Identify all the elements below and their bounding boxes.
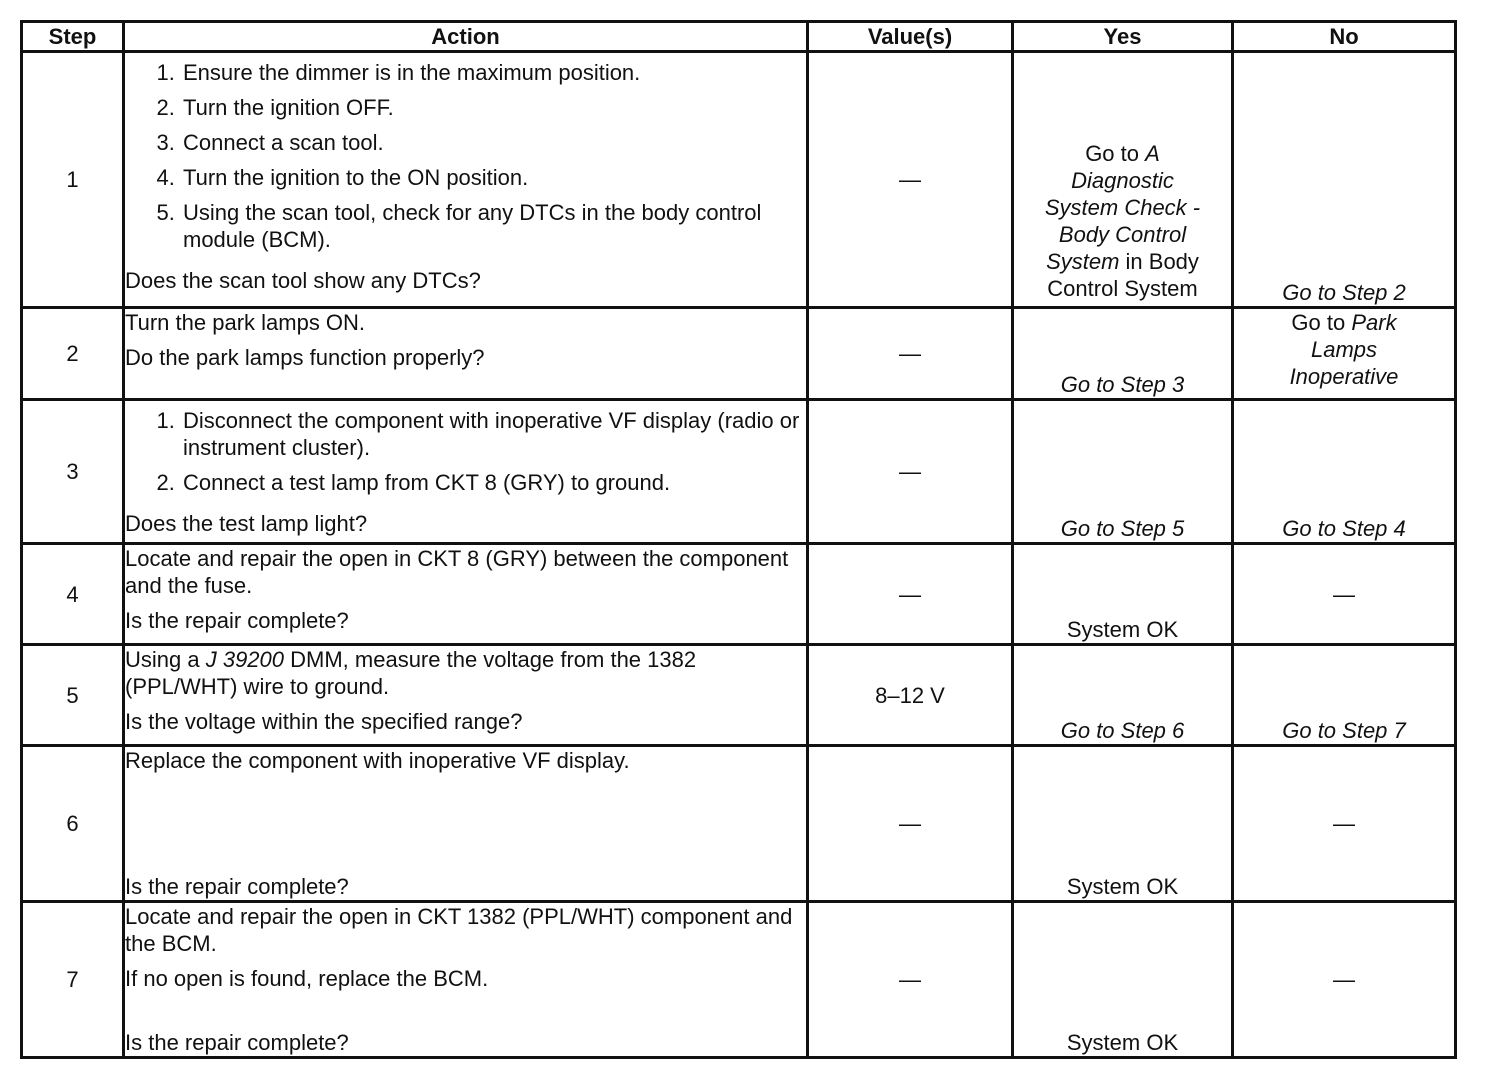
substep: 2. Connect a test lamp from CKT 8 (GRY) to ground.: [181, 469, 806, 496]
no-goto-text: Go to: [1291, 310, 1352, 335]
table-row-step-3: [22, 400, 1456, 544]
substep: 5. Using the scan tool, check for any DTCs in the body control module (BCM).: [181, 199, 806, 253]
yes-cell: [1013, 308, 1233, 400]
step-number: 3: [22, 400, 124, 544]
step-number: 6: [22, 746, 124, 902]
table-row-step-6: [22, 746, 1456, 902]
table-row-step-4: [22, 544, 1456, 645]
substep-list: [125, 407, 806, 502]
action-question: Is the repair complete?: [125, 874, 349, 899]
yes-goto-tail: in Body Control System: [1047, 249, 1199, 301]
action-question: Does the test lamp light?: [125, 511, 368, 536]
substep: 3. Connect a scan tool.: [181, 129, 806, 156]
no-link[interactable]: Go to Step 4: [1282, 516, 1406, 541]
yes-link[interactable]: Go to Step 5: [1060, 516, 1185, 541]
step-number: 7: [22, 902, 124, 1058]
header-no: No: [1233, 22, 1456, 52]
header-row: [22, 22, 1456, 52]
step-number: 5: [22, 645, 124, 746]
tool-number: J 39200: [205, 647, 285, 672]
yes-link[interactable]: Go to Step 3: [1060, 372, 1185, 397]
value-cell: —: [808, 902, 1013, 1058]
action-question: Is the repair complete?: [125, 1030, 349, 1055]
action-text: Using a: [125, 647, 206, 672]
yes-cell: System OK: [1013, 746, 1233, 902]
header-yes: Yes: [1013, 22, 1233, 52]
action-cell: [124, 400, 808, 544]
action-cell: [124, 645, 808, 746]
diagnostic-table: [20, 20, 1457, 1059]
step-number: 2: [22, 308, 124, 400]
action-cell: [124, 52, 808, 308]
no-cell: —: [1233, 746, 1456, 902]
substep: 2. Turn the ignition OFF.: [181, 94, 806, 121]
action-question: Does the scan tool show any DTCs?: [125, 268, 481, 293]
no-link[interactable]: Go to Step 7: [1282, 718, 1406, 743]
yes-link[interactable]: Go to Step 6: [1060, 718, 1185, 743]
action-question: Do the park lamps function properly?: [125, 345, 485, 370]
table-row-step-7: [22, 902, 1456, 1058]
action-text: DMM, measure the voltage from the 1382 (PPL/WHT) wire to ground.: [125, 647, 697, 699]
header-action: Action: [124, 22, 808, 52]
value-cell: 8–12 V: [808, 645, 1013, 746]
header-step: Step: [22, 22, 124, 52]
action-instruction: Locate and repair the open in CKT 1382 (PPL/WHT) component and the BCM.: [125, 904, 793, 956]
yes-cell: [1013, 400, 1233, 544]
yes-cell: System OK: [1013, 544, 1233, 645]
no-cell: [1233, 308, 1456, 400]
step-number: 1: [22, 52, 124, 308]
substep: 1. Ensure the dimmer is in the maximum position.: [181, 59, 806, 86]
header-values: Value(s): [808, 22, 1013, 52]
no-cell: [1233, 645, 1456, 746]
no-cell: [1233, 52, 1456, 308]
substep: 1. Disconnect the component with inoperative VF display (radio or instrument cluster).: [181, 407, 806, 461]
action-cell: [124, 746, 808, 902]
no-cell: —: [1233, 544, 1456, 645]
yes-cell: [1013, 645, 1233, 746]
table-row-step-1: [22, 52, 1456, 308]
no-cell: —: [1233, 902, 1456, 1058]
value-cell: —: [808, 52, 1013, 308]
action-instruction: Locate and repair the open in CKT 8 (GRY) between the component and the fuse.: [125, 546, 789, 598]
yes-link-diagnostic-system-check[interactable]: A Diagnostic System Check - Body Control System: [1044, 141, 1201, 274]
no-link[interactable]: Go to Step 2: [1282, 280, 1406, 305]
action-cell: [124, 544, 808, 645]
value-cell: —: [808, 746, 1013, 902]
value-cell: —: [808, 308, 1013, 400]
action-instruction: If no open is found, replace the BCM.: [125, 966, 489, 991]
step-number: 4: [22, 544, 124, 645]
table-row-step-2: [22, 308, 1456, 400]
action-question: Is the voltage within the specified range?: [125, 709, 523, 734]
substep-list: [125, 59, 806, 259]
value-cell: —: [808, 544, 1013, 645]
yes-goto-text: Go to: [1085, 141, 1146, 166]
table-row-step-5: [22, 645, 1456, 746]
action-question: Is the repair complete?: [125, 608, 349, 633]
yes-cell: System OK: [1013, 902, 1233, 1058]
action-cell: [124, 902, 808, 1058]
no-link-park-lamps-inoperative[interactable]: Park Lamps Inoperative: [1289, 310, 1399, 389]
action-instruction: [125, 646, 806, 700]
substep: 4. Turn the ignition to the ON position.: [181, 164, 806, 191]
action-instruction: Replace the component with inoperative VF display.: [125, 748, 630, 773]
no-cell: [1233, 400, 1456, 544]
yes-cell: [1013, 52, 1233, 308]
value-cell: —: [808, 400, 1013, 544]
action-instruction: Turn the park lamps ON.: [125, 310, 366, 335]
action-cell: [124, 308, 808, 400]
